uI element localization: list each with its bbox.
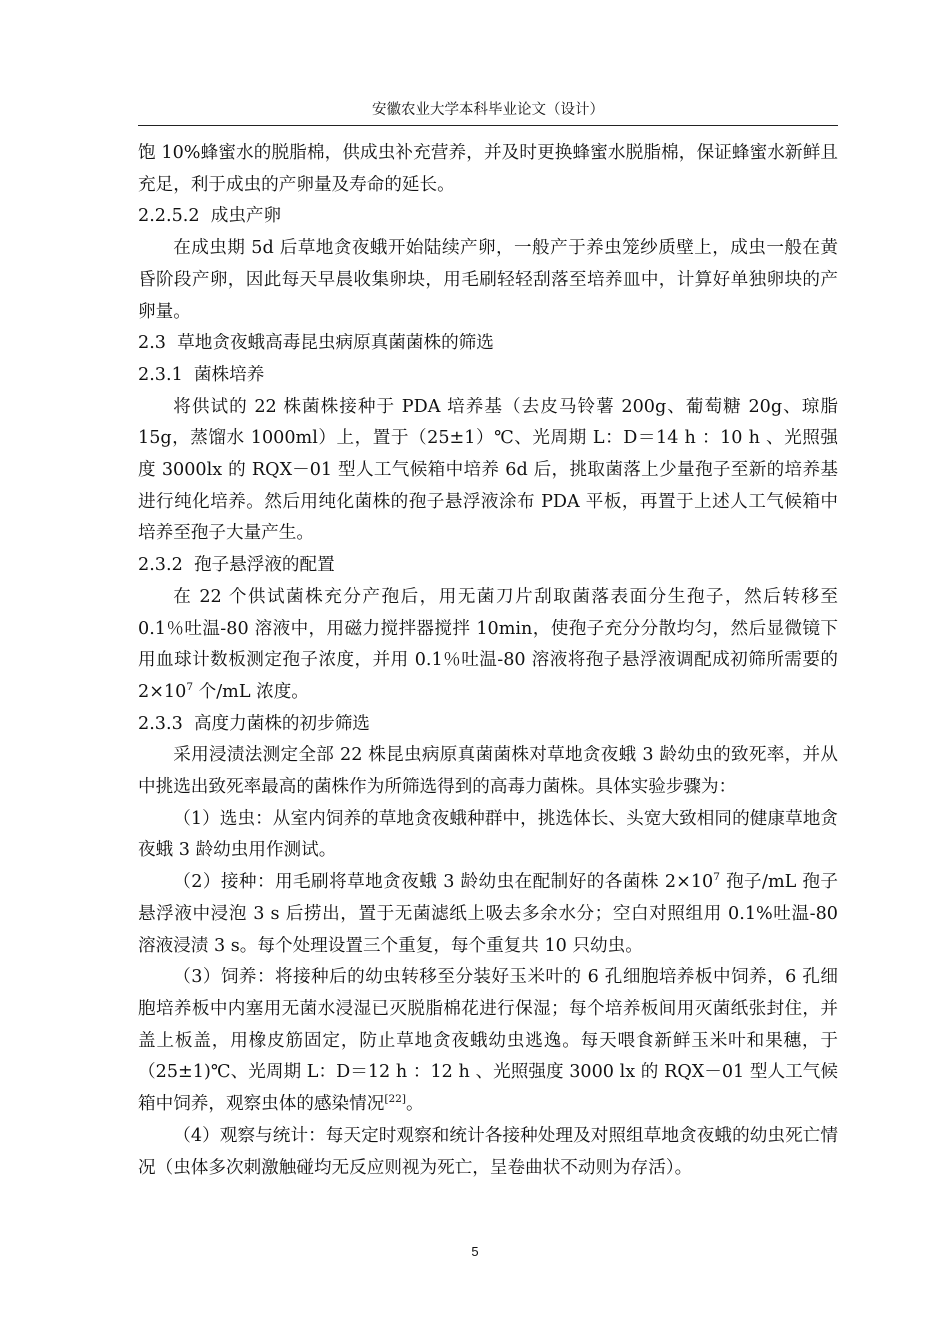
text-span: 在 22 个供试菌株充分产孢后，用无菌刀片刮取菌落表面分生孢子，然后转移至 0.1％吐温-80 溶液中，用磁力搅拌器搅拌 10min，使孢子充分分散均匀，然后显微镜下用血球计数板测定孢子浓度，并用 0.1％吐温-80 溶液将孢子悬浮液调配成初筛所需要的 2×10 xyxy=(138,586,838,702)
paragraph-step-2 xyxy=(138,867,838,962)
section-heading-2-3-1: 2.3.1 菌株培养 xyxy=(138,364,265,385)
superscript: 7 xyxy=(713,871,720,884)
citation-superscript: [22] xyxy=(384,1093,406,1106)
text-span: （2）接种：用毛刷将草地贪夜蛾 3 龄幼虫在配制好的各菌株 2×10 xyxy=(173,872,714,893)
paragraph-adult-nutrition: 饱 10%蜂蜜水的脱脂棉，供成虫补充营养，并及时更换蜂蜜水脱脂棉，保证蜂蜜水新鲜且充足，利于成虫的产卵量及寿命的延长。 xyxy=(138,143,838,195)
paragraph-step-4: （4）观察与统计：每天定时观察和统计各接种处理及对照组草地贪夜蛾的幼虫死亡情况（虫体多次刺激触碰均无反应则视为死亡，呈卷曲状不动则为存活）。 xyxy=(138,1125,838,1178)
document-body xyxy=(138,138,838,1184)
text-span: 个/mL 浓度。 xyxy=(193,681,309,702)
paragraph-screening-method: 采用浸渍法测定全部 22 株昆虫病原真菌菌株对草地贪夜蛾 3 龄幼虫的致死率，并从中挑选出致死率最高的菌株作为所筛选得到的高毒力菌株。具体实验步骤为： xyxy=(138,745,838,798)
header-rule xyxy=(138,125,838,126)
page-header xyxy=(138,100,838,120)
header-title: 安徽农业大学本科毕业论文（设计） xyxy=(372,102,604,118)
text-span: （3）饲养：将接种后的幼虫转移至分装好玉米叶的 6 孔细胞培养板中饲养，6 孔细胞培养板中内塞用无菌水浸湿已灭脱脂棉花进行保湿；每个培养板间用灭菌纸张封住，并盖上板盖，用橡皮筋固定，防止草地贪夜蛾幼虫逃逸。每天喂食新鲜玉米叶和果穗，于（25±1)℃、光周期 L：D＝12 h ：12 h 、光照强度 3000 lx 的 RQX－01 型人工气候箱中饲养，观察虫体的感染情况 xyxy=(138,967,838,1115)
section-heading-2-3-2: 2.3.2 孢子悬浮液的配置 xyxy=(138,555,335,576)
section-heading-2-3: 2.3 草地贪夜蛾高毒昆虫病原真菌菌株的筛选 xyxy=(138,333,494,354)
text-span: 。 xyxy=(405,1094,424,1115)
paragraph-oviposition: 在成虫期 5d 后草地贪夜蛾开始陆续产卵，一般产于养虫笼纱质壁上，成虫一般在黄昏阶段产卵，因此每天早晨收集卵块，用毛刷轻轻刮落至培养皿中，计算好单独卵块的产卵量。 xyxy=(138,238,838,322)
paragraph-step-3 xyxy=(138,962,838,1121)
page-number: 5 xyxy=(471,1244,479,1259)
paragraph-strain-culture: 将供试的 22 株菌株接种于 PDA 培养基（去皮马铃薯 200g、葡萄糖 20g、琼脂 15g，蒸馏水 1000ml）上，置于（25±1）℃、光周期 L：D＝14 h ：10 h 、光照强度 3000lx 的 RQX－01 型人工气候箱中培养 6d 后，挑取菌落上少量孢子至新的培养基进行纯化培养。然后用纯化菌株的孢子悬浮液涂布 PDA 平板，再置于上述人工气候箱中培养至孢子大量产生。 xyxy=(138,396,838,544)
paragraph-spore-suspension xyxy=(138,582,838,709)
paragraph-step-1: （1）选虫：从室内饲养的草地贪夜蛾种群中，挑选体长、头宽大致相同的健康草地贪夜蛾 3 龄幼虫用作测试。 xyxy=(138,808,838,861)
section-heading-2-3-3: 2.3.3 高度力菌株的初步筛选 xyxy=(138,713,370,734)
superscript: 7 xyxy=(186,681,194,694)
text-span: 孢子/mL 孢子悬浮液中浸泡 3 s 后捞出，置于无菌滤纸上吸去多余水分；空白对照组用 0.1%吐温-80 溶液浸渍 3 s。每个处理设置三个重复，每个重复共 10 只幼虫。 xyxy=(138,872,838,956)
section-heading-2-2-5-2: 2.2.5.2 成虫产卵 xyxy=(138,206,282,227)
